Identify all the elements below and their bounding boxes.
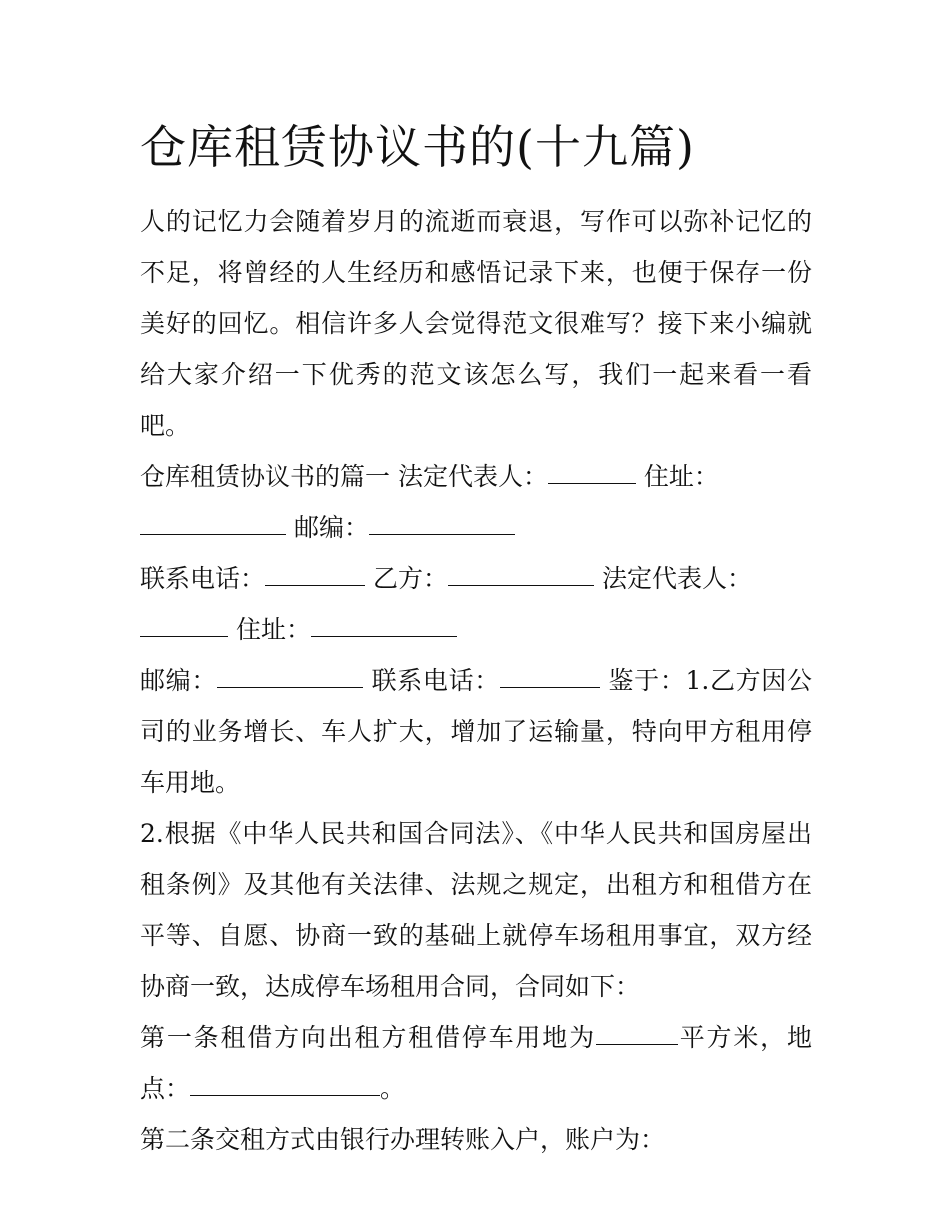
party-a-phone-label: 联系电话：: [140, 564, 266, 593]
intro-paragraph: 人的记忆力会随着岁月的流逝而衰退，写作可以弥补记忆的不足，将曾经的人生经历和感悟记录下来，也便于保存一份美好的回忆。相信许多人会觉得范文很难写？接下来小编就给大家介绍一下优秀的范文该怎么写，我们一起来看一看吧。: [140, 207, 812, 440]
document-body: [140, 196, 812, 1165]
party-a-address-blank: [140, 534, 286, 535]
party-a-legal-rep-blank: [548, 483, 636, 484]
party-b-label: 乙方：: [372, 564, 448, 593]
article-2: 第二条交租方式由银行办理转账入户，账户为：: [140, 1125, 666, 1154]
party-a-address-label: 住址：: [643, 462, 719, 491]
party-a-postcode-blank: [369, 534, 515, 535]
party-b-phone-label: 联系电话：: [371, 666, 500, 695]
area-blank: [596, 1044, 678, 1045]
parties-paragraph: [140, 451, 812, 808]
whereas-clause-1: 鉴于：1.乙方因公司的业务增长、车人扩大，增加了运输量，特向甲方租用停车用地。: [140, 666, 812, 797]
document-title: 仓库租赁协议书的(十九篇): [140, 120, 695, 174]
party-b-postcode-label: 邮编：: [140, 666, 217, 695]
party-b-postcode-blank: [217, 687, 363, 688]
party-b-address-blank: [311, 636, 457, 637]
article-1: [140, 1012, 812, 1114]
party-b-address-label: 住址：: [235, 615, 311, 644]
party-a-postcode-label: 邮编：: [293, 513, 369, 542]
party-b-legal-rep-blank: [140, 636, 228, 637]
party-b-blank: [448, 585, 594, 586]
article-1-text: 第一条租借方向出租方租借停车用地为: [140, 1023, 596, 1052]
whereas-clause-2: 2.根据《中华人民共和国合同法》、《中华人民共和国房屋出租条例》及其他有关法律、法规之规定，出租方和租借方在平等、自愿、协商一致的基础上就停车场租用事宜，双方经协商一致，达成停车场租用合同，合同如下：: [140, 819, 812, 1001]
party-b-legal-rep-label: 法定代表人：: [601, 564, 752, 593]
party-a-phone-blank: [265, 585, 365, 586]
party-a-legal-rep-label: 仓库租赁协议书的篇一 法定代表人：: [140, 462, 548, 491]
party-b-phone-blank: [500, 687, 600, 688]
article-1-unit: 平方米，地点：: [140, 1023, 812, 1103]
location-blank: [190, 1095, 380, 1096]
article-1-end: 。: [380, 1074, 406, 1103]
